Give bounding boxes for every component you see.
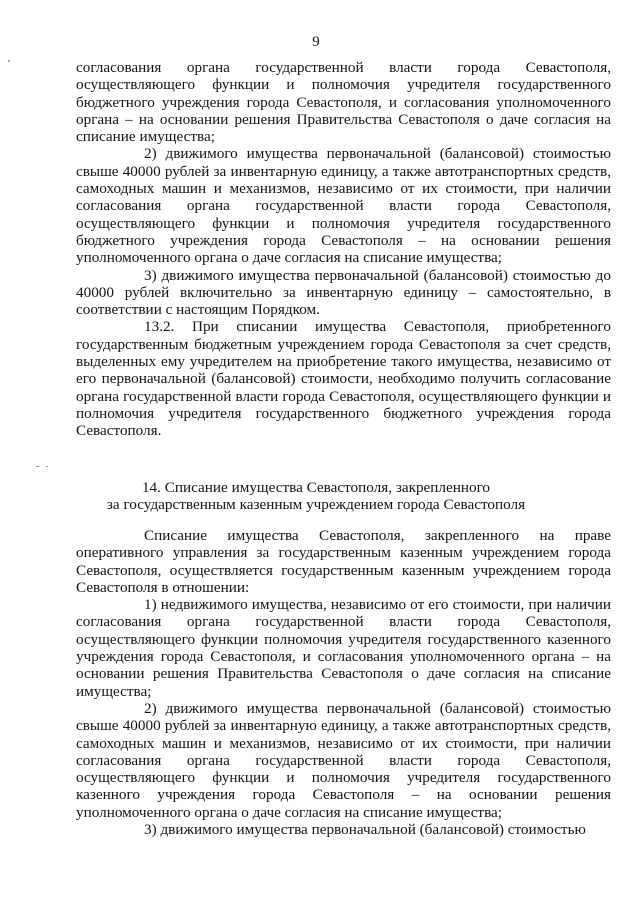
paragraph-item-2: 2) движимого имущества первоначальной (балансовой) стоимостью свыше 40000 рублей за инвентарную единицу, а также автотранспортных средств, самоходных машин и механизмов, независимо от их стоимости, при наличии согласования органа государственной власти города Севастополя, осуществляющего функции и полномочия учредителя государственного бюджетного учреждения города Севастополя – на основании решения уполномоченного органа о даче согласия на списание имущества;	[76, 145, 611, 267]
paragraph-continuation: согласования органа государственной власти города Севастополя, осуществляющего функции и полномочия учредителя государственного бюджетного учреждения города Севастополя, и согласования уполномоченного органа – на основании решения Правительства Севастополя о даче согласия на списание имущества;	[76, 59, 611, 146]
section-heading-line-1: 14. Списание имущества Севастополя, закрепленного	[141, 479, 491, 496]
paragraph-item-3: 3) движимого имущества первоначальной (балансовой) стоимостью до 40000 рублей включительно за инвентарную единицу – самостоятельно, в соответствии с настоящим Порядком.	[76, 266, 611, 319]
paragraph-intro: Списание имущества Севастополя, закрепленного на праве оперативного управления за государственным казенным учреждением города Севастополя, осуществляется государственным казенным учреждением города Севастополя в отношении:	[76, 527, 611, 596]
paragraph-item-2: 2) движимого имущества первоначальной (балансовой) стоимостью свыше 40000 рублей за инвентарную единицу, а также автотранспортных средств, самоходных машин и механизмов, независимо от их стоимости, при наличии согласования органа государственной власти города Севастополя, осуществляющего функции и полномочия учредителя государственного казенного учреждения города Севастополя – на основании решения уполномоченного органа о даче согласия на списание имущества;	[76, 699, 611, 821]
scan-speck	[46, 466, 48, 467]
page-number: 9	[312, 34, 320, 50]
paragraph-13-2: 13.2. При списании имущества Севастополя, приобретенного государственным бюджетным учреждением города Севастополя за счет средств, выделенных ему учредителем на приобретение такого имущества, независимо от его первоначальной (балансовой) стоимости, необходимо получить согласование органа государственной власти города Севастополя, осуществляющего функции и полномочия учредителя государственного бюджетного учреждения города Севастополя.	[76, 318, 611, 440]
bottom-text-block	[76, 527, 611, 838]
paragraph-item-3-start: 3) движимого имущества первоначальной (балансовой) стоимостью	[144, 821, 586, 839]
section-heading-line-2: за государственным казенным учреждением города Севастополя	[106, 496, 526, 514]
scan-speck	[8, 60, 10, 62]
paragraph-item-1: 1) недвижимого имущества, независимо от его стоимости, при наличии согласования органа государственной власти города Севастополя, осуществляющего функции полномочия учредителя государственного казенного учреждения города Севастополя, и согласования уполномоченного органа – на основании решения Правительства Севастополя о даче согласия на списание имущества;	[76, 596, 611, 700]
top-text-block	[76, 59, 611, 440]
section-heading	[0, 479, 632, 514]
scan-speck	[36, 466, 39, 467]
